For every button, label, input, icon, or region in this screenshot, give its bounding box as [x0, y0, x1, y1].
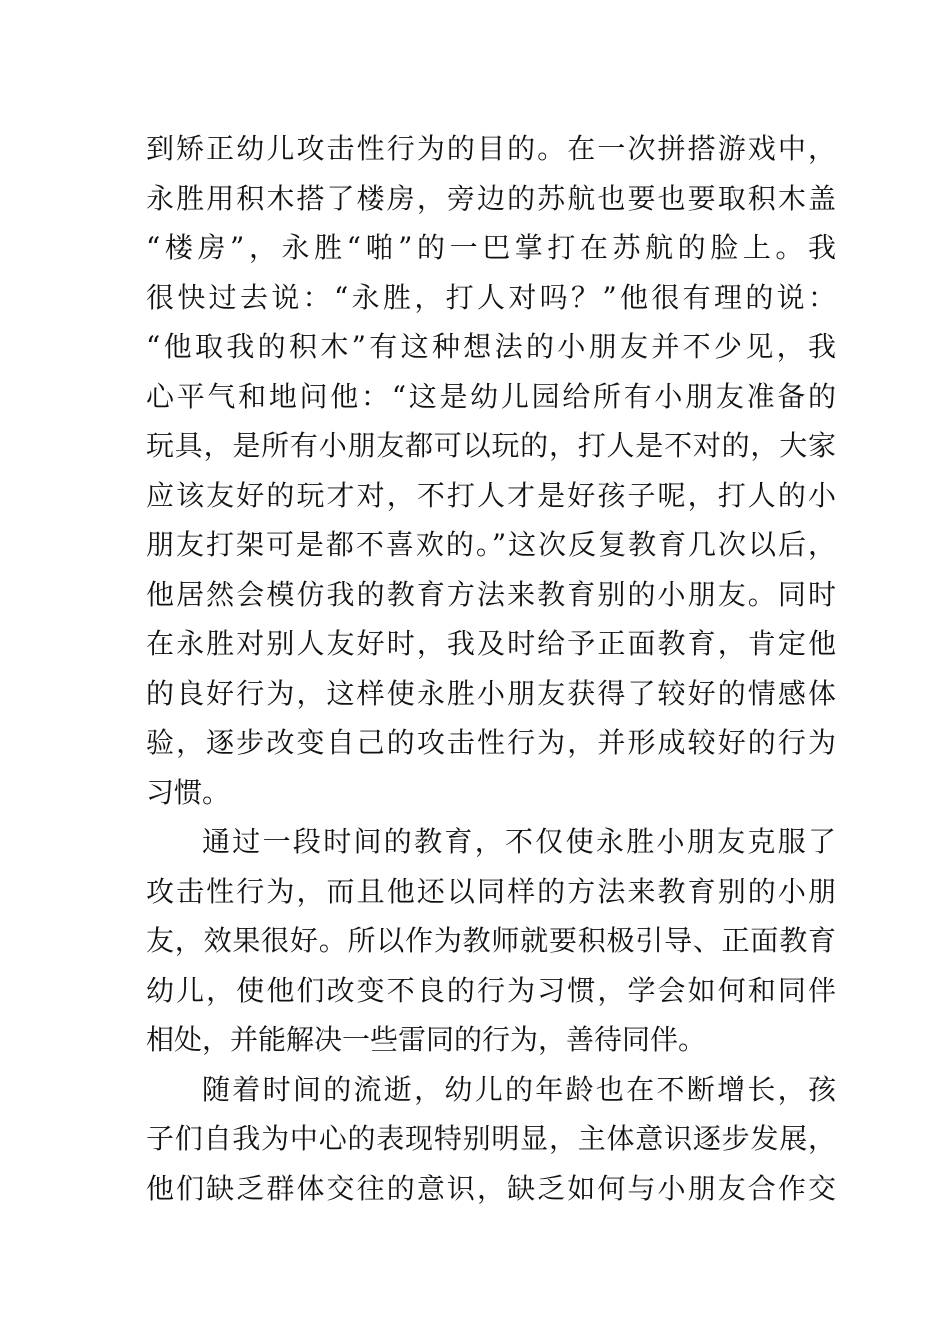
paragraph-1	[146, 124, 836, 817]
text-line: 的良好行为，这样使永胜小朋友获得了较好的情感体	[146, 676, 836, 710]
text-line: 应该友好的玩才对，不打人才是好孩子呢，打人的小	[146, 478, 836, 512]
text-line: “他取我的积木”有这种想法的小朋友并不少见，我	[146, 330, 836, 363]
paragraph-3	[146, 1065, 836, 1214]
text-line: 幼儿，使他们改变不良的行为习惯，学会如何和同伴	[146, 973, 836, 1007]
text-line: 通过一段时间的教育，不仅使永胜小朋友克服了	[202, 825, 836, 858]
text-line: 在永胜对别人友好时，我及时给予正面教育，肯定他	[146, 627, 836, 660]
text-line: 子们自我为中心的表现特别明显，主体意识逐步发展，	[146, 1122, 836, 1155]
text-line: 攻击性行为，而且他还以同样的方法来教育别的小朋	[146, 874, 836, 908]
paragraph-2	[146, 817, 836, 1065]
text-line: 他居然会模仿我的教育方法来教育别的小朋友。同时	[146, 577, 836, 611]
text-line: “楼房”，永胜“啪”的一巴掌打在苏航的脸上。我	[146, 231, 836, 264]
text-line: 心平气和地问他：“这是幼儿园给所有小朋友准备的	[146, 379, 836, 413]
text-line: 玩具，是所有小朋友都可以玩的，打人是不对的，大家	[146, 429, 836, 462]
text-line: 相处，并能解决一些雷同的行为，善待同伴。	[146, 1023, 707, 1056]
text-line: 验，逐步改变自己的攻击性行为，并形成较好的行为	[146, 726, 836, 759]
text-line: 到矫正幼儿攻击性行为的目的。在一次拼搭游戏中，	[146, 132, 836, 165]
text-line: 永胜用积木搭了楼房，旁边的苏航也要也要取积木盖	[146, 181, 836, 215]
text-line: 朋友打架可是都不喜欢的。”这次反复教育几次以后，	[146, 528, 836, 561]
text-line: 随着时间的流逝，幼儿的年龄也在不断增长，孩	[202, 1072, 836, 1106]
text-line: 他们缺乏群体交往的意识，缺乏如何与小朋友合作交	[146, 1171, 836, 1205]
text-line: 习惯。	[146, 775, 231, 809]
text-line: 很快过去说：“永胜，打人对吗？”他很有理的说：	[146, 280, 836, 314]
text-line: 友，效果很好。所以作为教师就要积极引导、正面教育	[146, 924, 836, 957]
body-text	[146, 124, 836, 1213]
